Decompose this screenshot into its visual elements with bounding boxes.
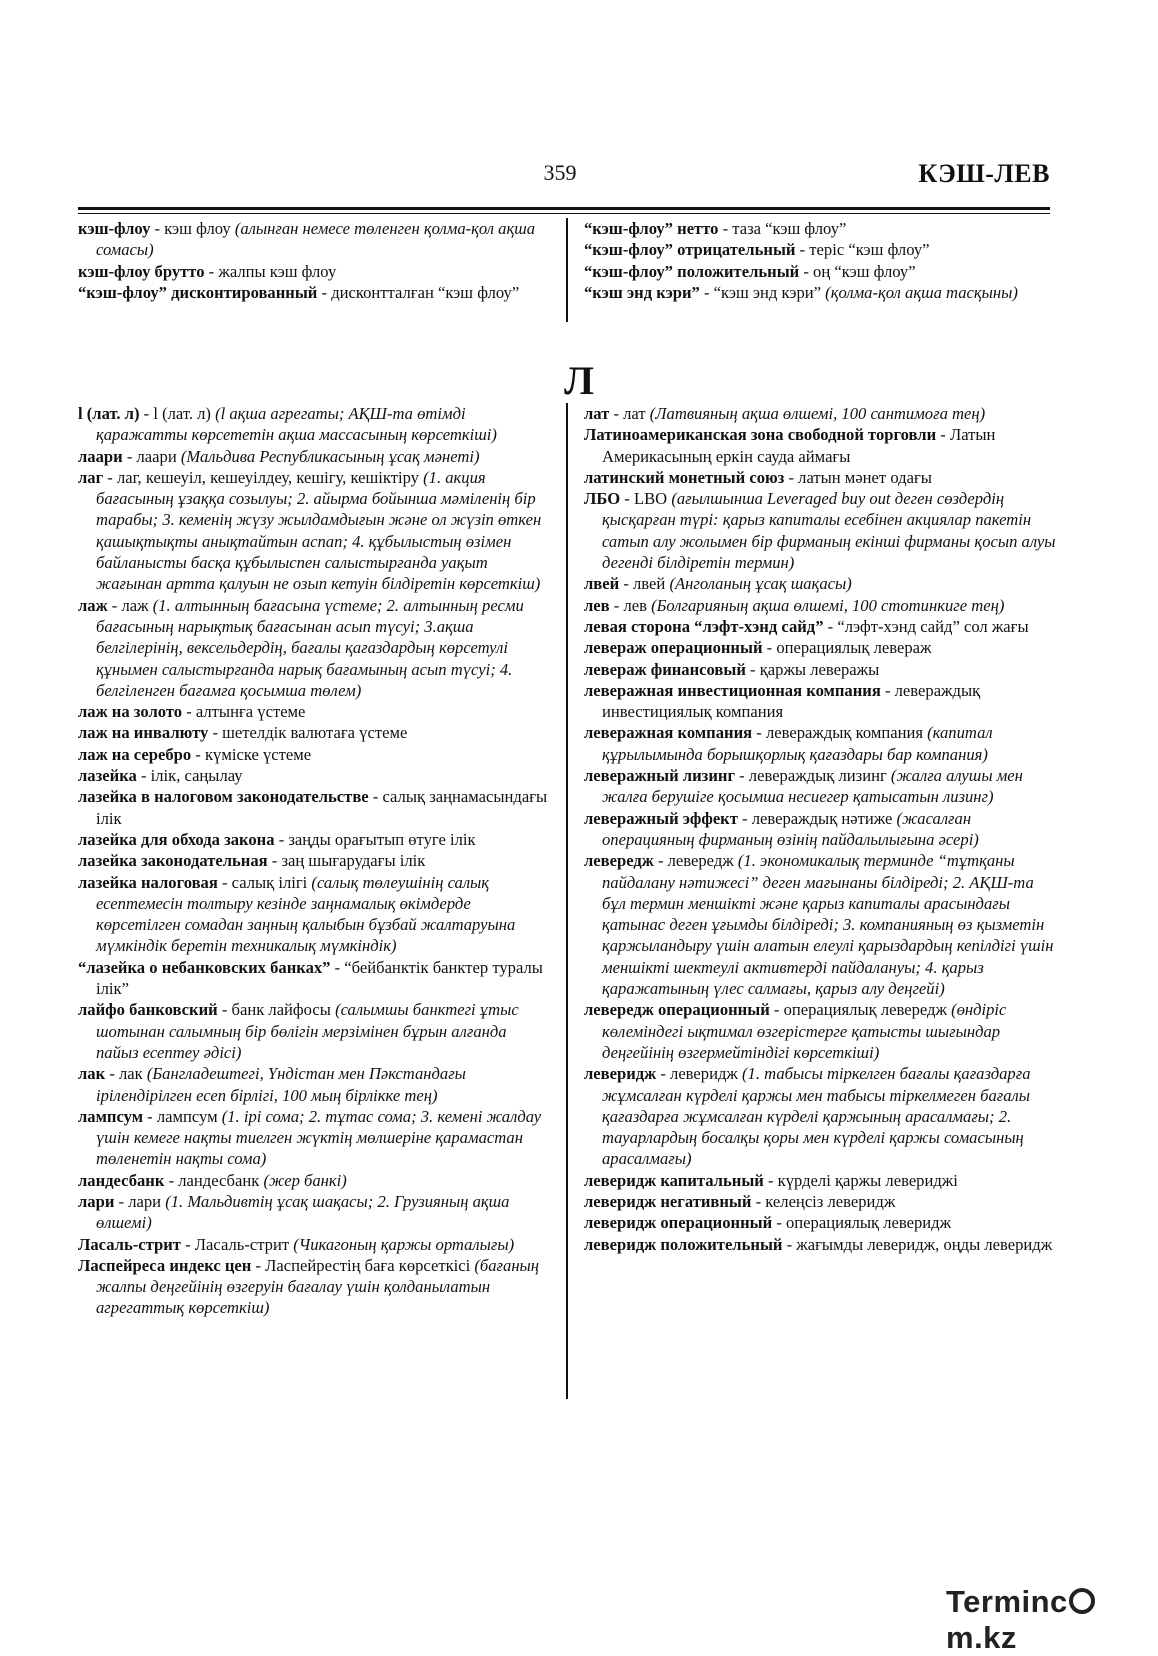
entry-translation: - “бейбанктік банктер туралы ілік” [96,957,543,999]
dictionary-entry [78,1255,550,1319]
entry-gloss: (Бангладештегі, Үндістан мен Пәкстандағы ірілендірілген есеп бірлігі, 100 мың бірлікке тең) [96,1064,466,1105]
dictionary-entry [78,595,550,701]
dictionary-entry [584,595,1056,616]
entry-translation: - операциялық левередж [769,1000,952,1020]
dictionary-entry [584,573,1056,594]
entry-translation: - левераждық лизинг [734,766,891,786]
right-column [584,403,1056,1255]
entry-headword: леверажный лизинг [584,766,735,786]
dictionary-entry [584,218,1056,239]
entry-headword: левая сторона “лэфт-хэнд сайд” [584,616,824,636]
entry-headword: леверидж [584,1064,657,1084]
entry-headword: “кэш энд кэри” [584,282,700,302]
entry-gloss: (l ақша агрегаты; АҚШ-та өтімді қаражатты көрсететін ақша массасының көрсеткіші) [96,404,497,445]
entry-headword: лаж на золото [78,702,183,722]
entry-translation: - дисконтталған “кэш флоу” [317,282,520,302]
entry-headword: леверидж негативный [584,1191,752,1211]
entry-translation: - левераждық инвестициялық компания [602,680,981,722]
entry-headword: лаж на серебро [78,744,192,764]
entry-headword: “кэш-флоу” отрицательный [584,240,796,260]
entry-headword: латинский монетный союз [584,467,785,487]
entry-headword: “кэш-флоу” нетто [584,219,719,238]
entry-gloss: (Мальдива Республикасының ұсақ мәнеті) [180,446,480,466]
entry-headword: лазейка законодательная [78,851,268,871]
dictionary-entry [584,999,1056,1063]
entry-headword: l (лат. л) [78,404,140,423]
entry-translation: - Ласаль-стрит [180,1234,294,1254]
entry-headword: лазейка налоговая [78,872,218,892]
entry-headword: “лазейка о небанковских банках” [78,957,331,977]
entry-translation: - Ласпейрестің баға көрсеткісі [251,1255,475,1275]
entry-translation: - лвей [619,574,670,594]
entry-gloss: (1. акция бағасының ұзаққа созылуы; 2. айырма бойынша мәміленің бір тарабы; 3. кеменің жүзу жылдамдығын және ол жүзіп өткен қашықтықты анықтайтын аспап; 4. құбылыстың өзімен байланысты басқа құбылыспен салыстырғанда уақыт жағынан артта қалуын не озып кетуін білдіретін көрсеткіш) [96,467,542,594]
dictionary-entry [584,616,1056,637]
dictionary-entry [78,829,550,850]
entry-headword: лев [584,595,610,615]
entry-headword: леверидж операционный [584,1213,773,1233]
dictionary-entry [584,1234,1056,1255]
entry-headword: лак [78,1064,106,1084]
dictionary-entry [584,282,1056,303]
entry-headword: лаг [78,467,104,487]
entry-translation: - қаржы леверажы [745,659,880,679]
entry-headword: кэш-флоу [78,219,151,238]
entry-translation: - таза “кэш флоу” [718,219,847,238]
entry-headword: лаари [78,446,123,466]
entry-headword: левераж финансовый [584,659,746,679]
entry-translation: - келеңсіз леверидж [751,1191,896,1211]
entry-headword: кэш-флоу брутто [78,261,205,281]
entry-gloss: (ағылшынша Leveraged buy out деген сөздердің қысқарған түрі: қарыз капиталы есебінен акциялар пакетін сатып алу жолымен бір фирманың екінші фирманы қосып алуы дегенді білдіретін термин) [602,489,1056,573]
entry-headword: лайфо банковский [78,1000,218,1020]
header-rule [78,207,1050,210]
entry-translation: - лампсум [143,1106,222,1126]
dictionary-entry [584,467,1056,488]
dictionary-entry [78,722,550,743]
entry-headword: лаж на инвалюту [78,723,209,743]
entry-translation: - лаж [107,595,153,615]
dictionary-entry [78,999,550,1063]
entry-headword: лат [584,404,610,423]
entry-headword: Ласаль-стрит [78,1234,181,1254]
entry-headword: лазейка для обхода закона [78,829,275,849]
dictionary-entry [78,957,550,1000]
terminkom-logo: Termincm.kz [946,1584,1158,1656]
entry-gloss: (салымшы банктегі ұтыс шотынан салымның бір бөлігін мерзімінен бұрын алғанда пайыз есептеу әдісі) [96,1000,519,1062]
dictionary-entry [584,722,1056,765]
dictionary-entry [584,765,1056,808]
entry-translation: - лари [114,1191,166,1211]
entry-gloss: (жасалған операцияның фирманың өзінің пайдалылығына әсері) [602,808,979,849]
dictionary-entry [584,1212,1056,1233]
dictionary-entry [584,239,1056,260]
dictionary-entry [78,261,550,282]
entry-translation: - салық ілігі [217,872,312,892]
entry-gloss: (Болгарияның ақша өлшемі, 100 стотинкиге тең) [651,595,1005,615]
entry-headword: леверажная инвестиционная компания [584,680,881,700]
top-right-column [584,218,1056,303]
entry-translation: - ландесбанк [164,1170,264,1190]
entry-headword: леверидж капитальный [584,1170,764,1190]
entry-headword: лазейка в налоговом законодательстве [78,787,369,807]
entry-translation: - алтынға үстеме [182,702,306,722]
entry-gloss: (1. табысы тіркелген бағалы қағаздарға жұмсалған күрделі қаржы мен табысы тіркелмеген бағалы қағаздарға жұмсалған күрделі қаржының арасалмағы; 2. тауарлардың босалқы қоры мен күрделі қаржы сомасының арасалмағы) [602,1064,1031,1169]
dictionary-entry [78,403,550,446]
entry-translation: - оң “кэш флоу” [799,261,916,281]
entry-translation: - левераждық нәтиже [737,808,897,828]
entry-gloss: (қолма-қол ақша тасқыны) [825,282,1018,302]
entry-headword: лазейка [78,766,137,786]
entry-translation: - LBO [620,489,672,509]
entry-translation: - лак [105,1064,147,1084]
entry-translation: - латын мәнет одағы [784,467,932,487]
entry-gloss: (1. алтынның бағасына үстеме; 2. алтынның ресми бағасының нарықтық бағасынан асып түсуі; 3.ақша белгілерінің, вексельдердің, бағалы қағаздардың көрсетулі құнымен салыстырғанда нарық бағамының асып түсуі; 4. белгіленген бағамға қосымша төлем) [96,595,524,700]
dictionary-entry [584,424,1056,467]
entry-translation: - “лэфт-хэнд сайд” сол жағы [823,616,1029,636]
entry-gloss: (Чикагоның қаржы орталығы) [293,1234,515,1254]
entry-translation: - лев [609,595,652,615]
dictionary-entry [584,637,1056,658]
page-number: 359 [543,160,577,185]
entry-translation: - лат [609,404,650,423]
entry-translation: - кэш флоу [150,219,235,238]
entry-gloss: (1. экономикалық терминде “тұтқаны пайдалану нәтижесі” деген мағынаны білдіреді; 2. АҚШ-та бұл термин меншікті және қарыз капиталы арасындағы қатынас деген ұғымды білдіреді; 3. компанияның өз қызметін қаржыландыру үшін алатын елеулі қарыздардың кепілдігі үшін меншікті шектеулі активтерді пайдалануы; 4. қарыз қаражатының үлес салмағы, қарыз алу деңгейі) [602,851,1054,999]
entry-translation: - операциялық леверидж [772,1213,952,1233]
dictionary-entry [78,467,550,595]
header-rule-thin [78,213,1050,214]
entry-headword: леверажная компания [584,723,753,743]
dictionary-entry [78,744,550,765]
dictionary-entry [78,218,550,261]
dictionary-entry [584,1191,1056,1212]
dictionary-entry [78,282,550,303]
entry-translation: - жағымды леверидж, оңды леверидж [782,1234,1053,1254]
entry-gloss: (Латвияның ақша өлшемі, 100 сантимоға тең) [649,404,986,423]
entry-translation: - жалпы кэш флоу [204,261,337,281]
entry-headword: лари [78,1191,115,1211]
section-letter: Л [564,358,594,403]
entry-headword: лампсум [78,1106,143,1126]
entry-translation: - левераждық компания [752,723,928,743]
entry-translation: - заң шығарудағы ілік [267,851,426,871]
entry-gloss: (бағаның жалпы деңгейінің өзгеруін бағалау үшін қолданылатын агрегаттық көрсеткіш) [96,1255,540,1318]
dictionary-entry [78,765,550,786]
entry-translation: - лаари [122,446,181,466]
entry-translation: - левередж [653,851,738,871]
running-head: КЭШ-ЛЕВ [918,159,1050,188]
dictionary-entry [78,1234,550,1255]
entry-gloss: (Анголаның ұсақ шақасы) [669,574,852,594]
dictionary-entry [78,1191,550,1234]
dictionary-entry [584,850,1056,999]
dictionary-entry [78,872,550,957]
entry-headword: “кэш-флоу” дисконтированный [78,282,318,302]
entry-headword: леверажный эффект [584,808,738,828]
entry-headword: “кэш-флоу” положительный [584,261,800,281]
dictionary-entry [78,701,550,722]
entry-gloss: (салық төлеушінің салық есептемесін толтыру кезінде заңнамалық өкімдерде көрсетілген сомадан заңның қалыбын бұзбай жалтаруына мүмкіндік беретін техникалық мүмкіндік) [96,872,516,956]
entry-gloss: (жалға алушы мен жалға берушіге қосымша несиегер қатысатын лизинг) [602,766,1023,807]
entry-translation: - операциялық левераж [762,638,932,658]
dictionary-entry [78,1106,550,1170]
entry-translation: - салық заңнамасындағы ілік [96,787,548,828]
entry-headword: левередж операционный [584,1000,770,1020]
dictionary-entry [584,808,1056,851]
entry-gloss: (капитал құрылымында борышқорлық қағаздары бар компания) [602,723,993,764]
entry-translation: - леверидж [656,1064,743,1084]
dictionary-entry [584,1170,1056,1191]
entry-translation: - банк лайфосы [217,1000,336,1020]
entry-translation: - Латын Америкасының еркін сауда аймағы [602,425,996,466]
entry-gloss: (жер банкі) [263,1170,347,1190]
dictionary-entry [78,850,550,871]
entry-headword: лвей [584,574,620,594]
entry-headword: лаж [78,595,108,615]
column-divider [566,403,568,1399]
entry-gloss: (1. ірі сома; 2. тұтас сома; 3. кемені жалдау үшін кемеге нақты тиелген жүктің мөлшеріне қарамастан төленетін нақты сома) [96,1106,542,1169]
dictionary-entry [584,659,1056,680]
dictionary-entry [584,261,1056,282]
column-divider [566,218,568,322]
entry-translation: - заңды орағытып өтуге ілік [274,829,476,849]
left-column [78,403,550,1319]
entry-translation: - шетелдік валютаға үстеме [208,723,408,743]
entry-gloss: (1. Мальдивтің ұсақ шақасы; 2. Грузияның ақша өлшемі) [96,1191,510,1233]
dictionary-entry [584,488,1056,573]
entry-headword: ЛБО [584,489,621,509]
entry-translation: - теріс “кэш флоу” [795,240,930,260]
top-left-column [78,218,550,303]
entry-translation: - ілік, саңылау [136,766,243,786]
entry-translation: - күрделі қаржы левериджі [763,1170,958,1190]
entry-translation: - l (лат. л) [139,404,216,423]
dictionary-entry [78,1063,550,1106]
entry-headword: Латиноамериканская зона свободной торговли [584,425,937,445]
entry-headword: ландесбанк [78,1170,165,1190]
entry-gloss: (өндіріс көлеміндегі ықтимал өзгерістерге қатысты шығындар деңгейінің өзгермейтіндігі көрсеткіші) [602,1000,1007,1062]
entry-translation: - “кэш энд кэри” [699,282,826,302]
entry-headword: Ласпейреса индекс цен [78,1255,252,1275]
entry-translation: - лаг, кешеуіл, кешеуілдеу, кешігу, кешіктіру [103,467,424,487]
entry-headword: леверидж положительный [584,1234,783,1254]
entry-headword: левераж операционный [584,638,763,658]
dictionary-entry [78,786,550,829]
entry-gloss: (алынған немесе төленген қолма-қол ақша сомасы) [96,219,536,260]
entry-headword: левередж [584,851,654,871]
dictionary-entry [584,1063,1056,1169]
entry-translation: - күміске үстеме [191,744,312,764]
dictionary-entry [78,1170,550,1191]
dictionary-entry [78,446,550,467]
dictionary-entry [584,403,1056,424]
dictionary-entry [584,680,1056,723]
